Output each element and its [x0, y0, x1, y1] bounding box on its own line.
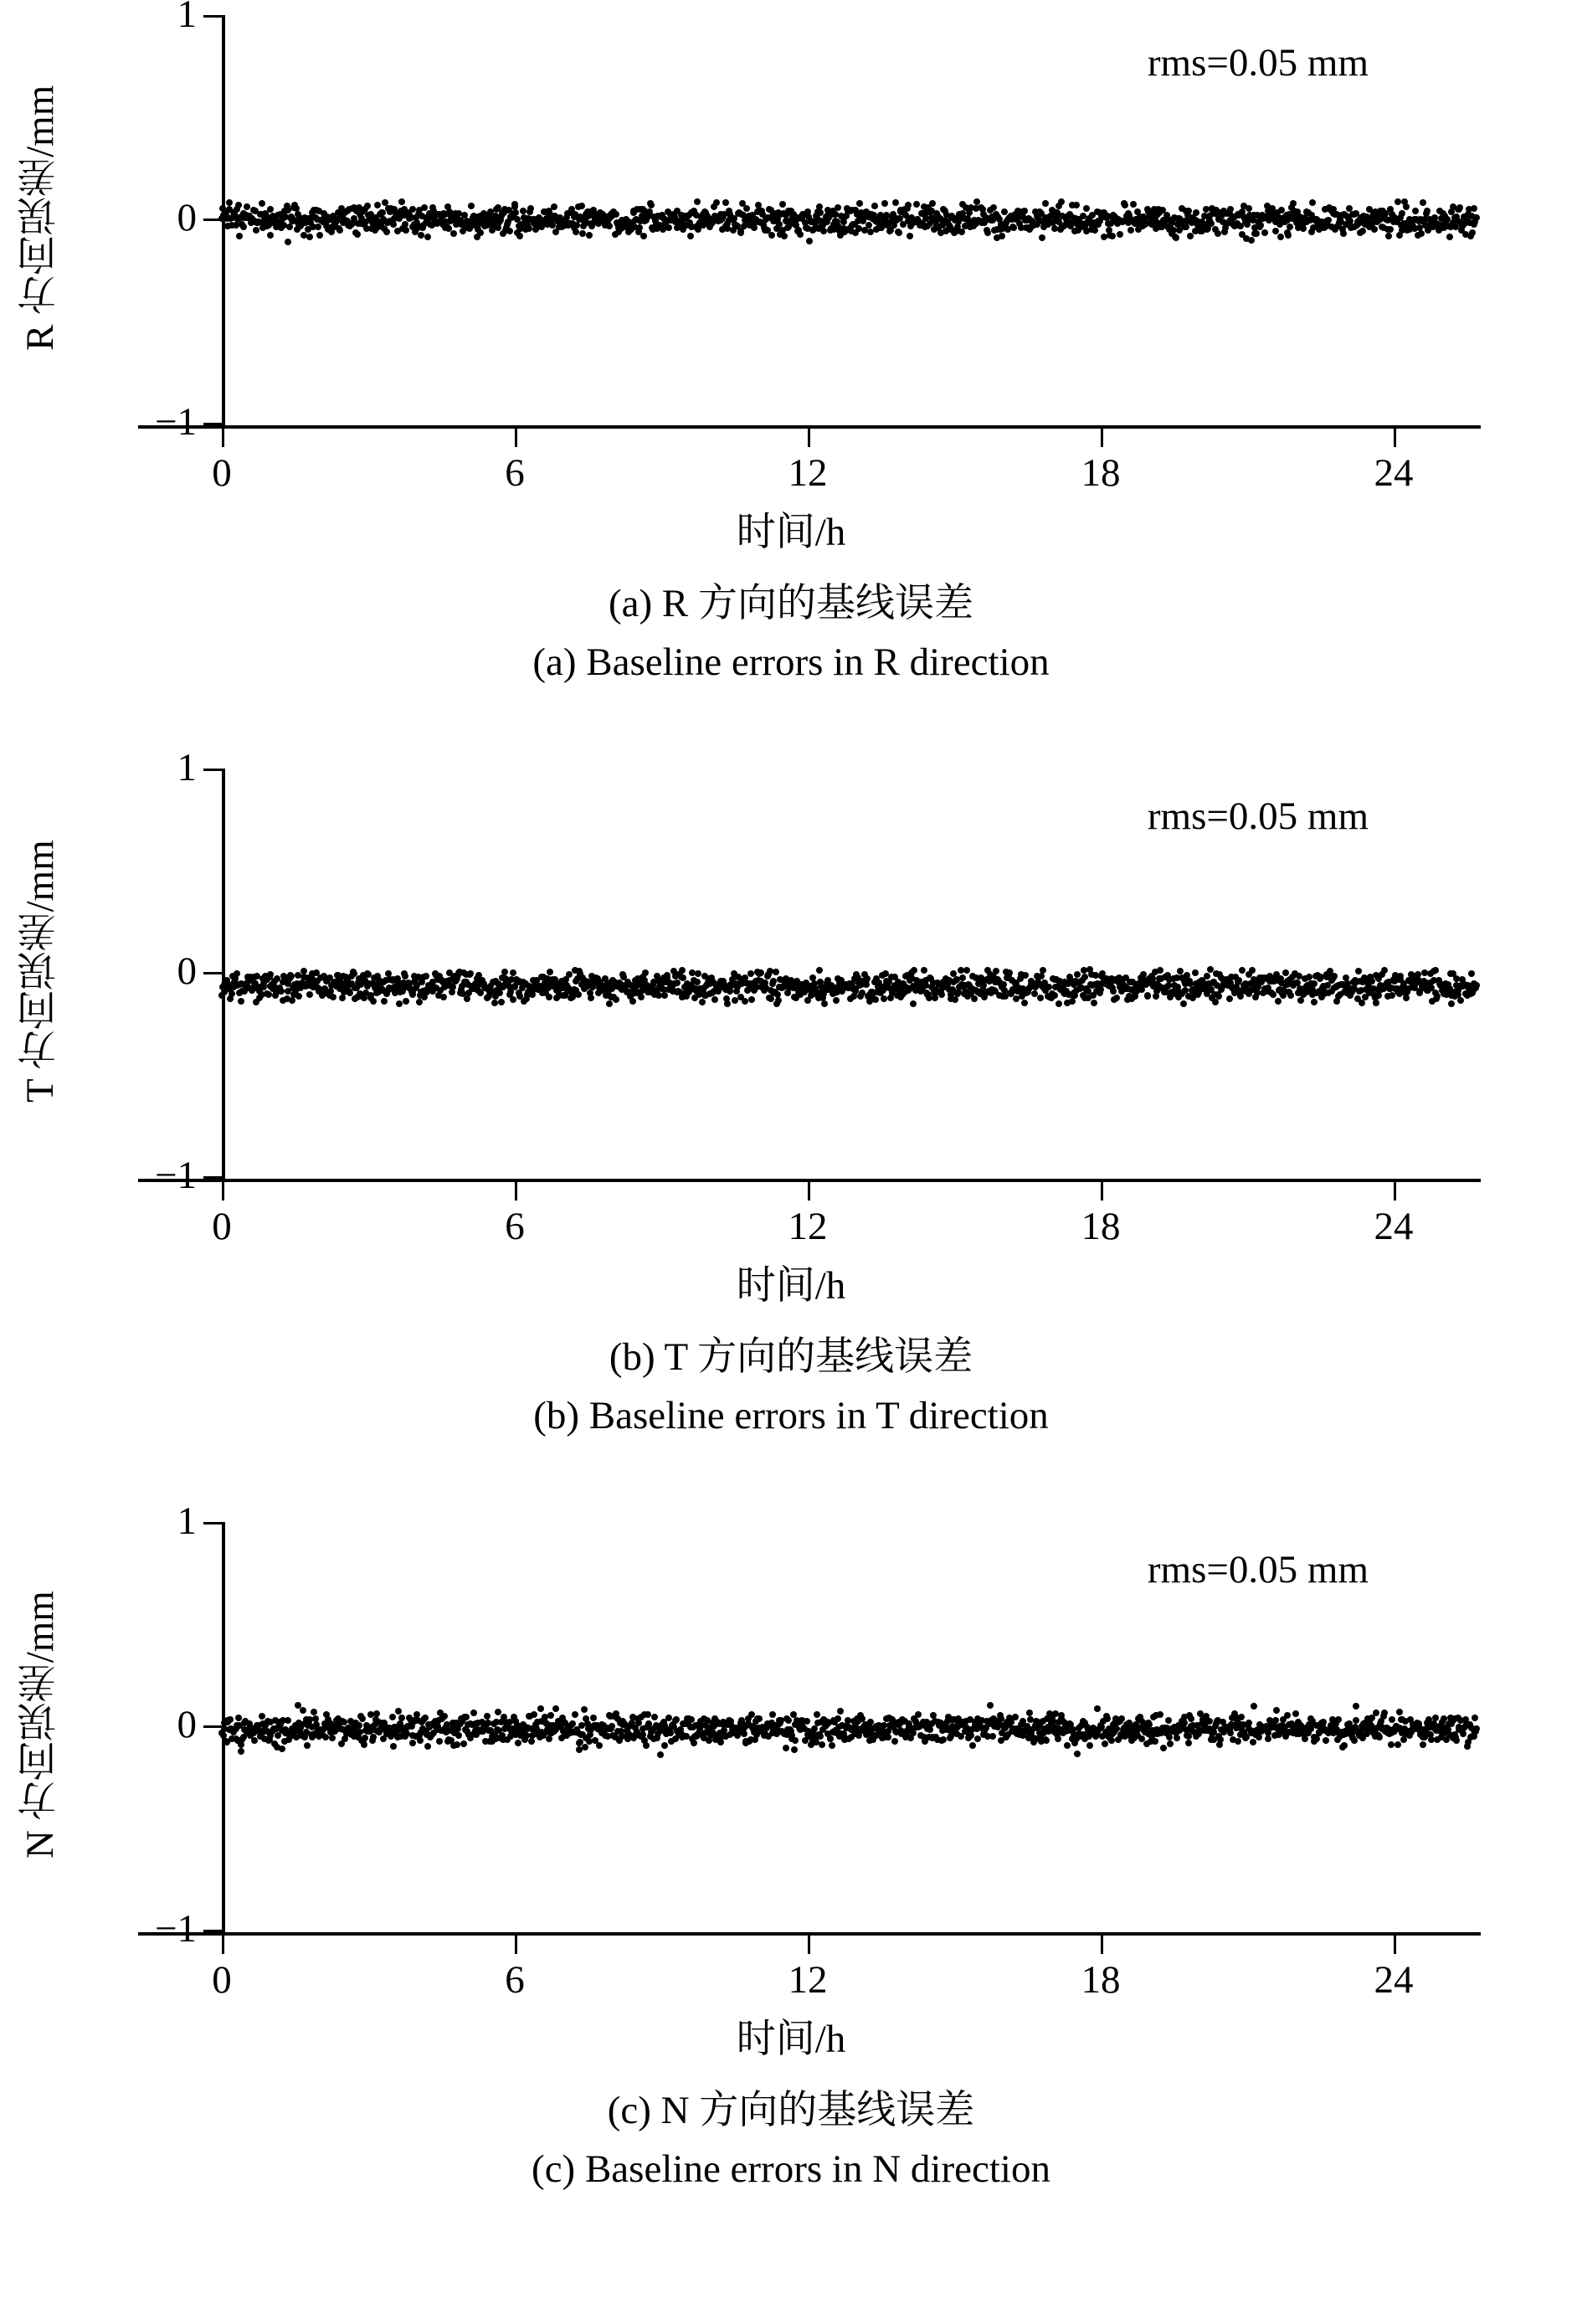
y-axis-title-a: R 方向误差/mm	[18, 85, 62, 351]
rms-annotation-a: rms=0.05 mm	[1147, 41, 1369, 85]
y-tick-label-b-0: 0	[177, 949, 197, 993]
x-tick-c-0	[222, 1936, 224, 1954]
x-tick-label-b-0: 0	[212, 1205, 232, 1248]
x-tick-label-b-18: 18	[1081, 1205, 1121, 1248]
x-tick-label-a-18: 18	[1081, 451, 1121, 495]
x-axis-title-b: 时间/h	[736, 1264, 846, 1308]
y-tick-c-0	[203, 1725, 222, 1728]
x-tick-label-b-6: 6	[505, 1205, 525, 1248]
x-tick-c-12	[808, 1936, 810, 1954]
scatter-points-b	[222, 769, 1477, 1179]
x-tick-c-18	[1101, 1936, 1103, 1954]
y-tick-b-1	[203, 769, 222, 771]
y-tick-a-1	[203, 15, 222, 18]
y-tick-label-c-m1: −1	[154, 1907, 197, 1951]
x-tick-b-24	[1394, 1182, 1396, 1201]
rms-annotation-b: rms=0.05 mm	[1147, 794, 1369, 838]
x-tick-c-6	[515, 1936, 517, 1954]
x-tick-a-6	[515, 429, 517, 447]
y-tick-label-c-1: 1	[177, 1499, 197, 1543]
scatter-points-a	[222, 15, 1477, 425]
x-tick-b-18	[1101, 1182, 1103, 1201]
x-tick-label-c-0: 0	[212, 1958, 232, 2002]
y-axis-title-b: T 方向误差/mm	[18, 840, 62, 1103]
x-tick-label-a-24: 24	[1374, 451, 1414, 495]
y-tick-c-1	[203, 1522, 222, 1524]
x-tick-label-a-12: 12	[788, 451, 828, 495]
x-axis-title-c: 时间/h	[736, 2018, 846, 2061]
caption-en-a: (a) Baseline errors in R direction	[532, 640, 1050, 684]
y-tick-label-b-m1: −1	[154, 1154, 197, 1197]
x-tick-label-c-24: 24	[1374, 1958, 1414, 2002]
panel-b	[0, 746, 1582, 1507]
y-tick-b-0	[203, 972, 222, 974]
x-tick-label-b-24: 24	[1374, 1205, 1414, 1248]
y-tick-a-m1	[203, 423, 222, 425]
x-tick-b-0	[222, 1182, 224, 1201]
y-tick-label-a-m1: −1	[154, 400, 197, 444]
y-tick-label-a-1: 1	[177, 0, 197, 36]
x-tick-label-a-0: 0	[212, 451, 232, 495]
x-tick-b-6	[515, 1182, 517, 1201]
x-tick-label-b-12: 12	[788, 1205, 828, 1248]
plot-area-b	[154, 746, 1477, 1248]
scatter-points-c	[222, 1522, 1477, 1932]
y-tick-label-c-0: 0	[177, 1703, 197, 1746]
x-tick-a-0	[222, 429, 224, 447]
y-tick-b-m1	[203, 1176, 222, 1179]
y-tick-label-b-1: 1	[177, 746, 197, 789]
caption-cn-a: (a) R 方向的基线误差	[608, 582, 973, 625]
plot-area-c	[154, 1499, 1477, 2002]
y-tick-label-a-0: 0	[177, 196, 197, 239]
x-tick-a-18	[1101, 429, 1103, 447]
rms-annotation-c: rms=0.05 mm	[1147, 1548, 1369, 1591]
panel-a	[0, 0, 1582, 753]
caption-en-b: (b) Baseline errors in T direction	[533, 1394, 1049, 1437]
x-tick-label-a-6: 6	[505, 451, 525, 495]
x-tick-c-24	[1394, 1936, 1396, 1954]
caption-cn-b: (b) T 方向的基线误差	[609, 1335, 973, 1379]
x-tick-label-c-12: 12	[788, 1958, 828, 2002]
plot-area-a	[154, 0, 1477, 495]
x-tick-b-12	[808, 1182, 810, 1201]
x-tick-a-12	[808, 429, 810, 447]
x-tick-a-24	[1394, 429, 1396, 447]
x-tick-label-c-18: 18	[1081, 1958, 1121, 2002]
y-axis-title-c: N 方向误差/mm	[18, 1591, 62, 1859]
x-axis-title-a: 时间/h	[736, 511, 846, 554]
x-tick-label-c-6: 6	[505, 1958, 525, 2002]
caption-en-c: (c) Baseline errors in N direction	[532, 2147, 1050, 2191]
caption-cn-c: (c) N 方向的基线误差	[607, 2089, 975, 2132]
y-tick-c-m1	[203, 1930, 222, 1932]
panel-c	[0, 1499, 1582, 2260]
